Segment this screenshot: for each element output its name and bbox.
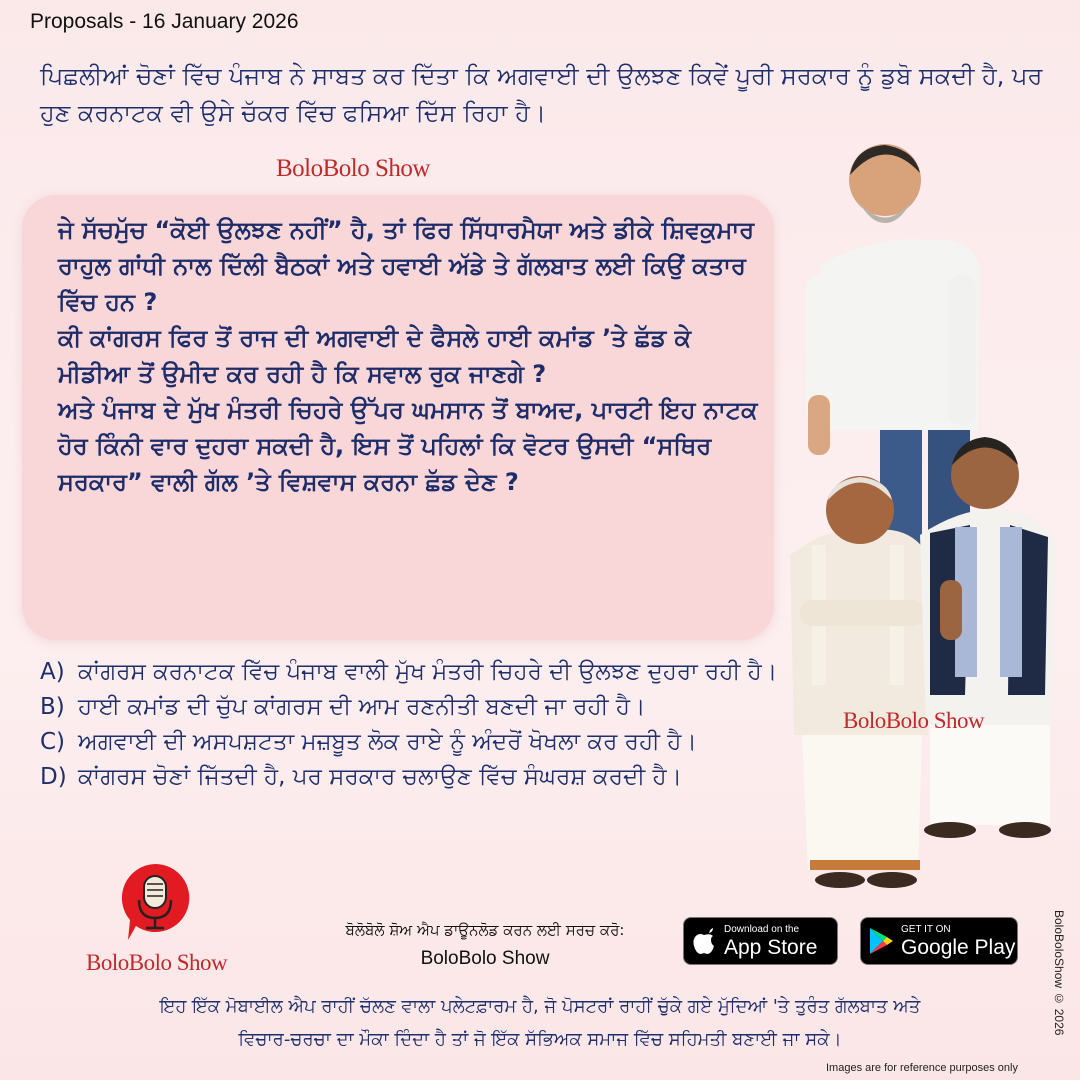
brand-watermark-top: BoloBolo Show (276, 155, 430, 182)
brand-watermark-middle: BoloBolo Show (843, 708, 985, 733)
google-play-label: Google Play (901, 935, 1016, 959)
google-play-icon (861, 927, 901, 955)
download-app-name: BoloBolo Show (420, 948, 550, 969)
politicians-illustration (780, 135, 1060, 895)
page-header: Proposals - 16 January 2026 (30, 10, 299, 33)
footer-line-1: ਇਹ ਇੱਕ ਮੋਬਾਈਲ ਐਪ ਰਾਹੀਂ ਚੱਲਣ ਵਾਲਾ ਪਲੇਟਫ਼ਾਰਮ ਹੈ, ਜੋ ਪੋਸਟਰਾਂ ਰਾਹੀਂ ਚੁੱਕੇ ਗਏ ਮੁੱਦਿਆਂ 'ਤੇ ਤੁਰੰਤ ਗੱਲਬਾਤ ਅਤੇ (159, 996, 921, 1017)
app-store-small-label: Download on the (724, 923, 800, 935)
reference-disclaimer: Images are for reference purposes only (826, 1062, 1018, 1074)
download-search-text: ਬੋਲੋਬੋਲੋ ਸ਼ੋਅ ਐਪ ਡਾਊਨਲੋਡ ਕਰਨ ਲਈ ਸਰਚ ਕਰੋ: (345, 921, 625, 939)
footer-line-2: ਵਿਚਾਰ-ਚਰਚਾ ਦਾ ਮੌਕਾ ਦਿੰਦਾ ਹੈ ਤਾਂ ਜੋ ਇੱਕ ਸੱਭਿਅਕ ਸਮਾਜ ਵਿੱਚ ਸਹਿਮਤੀ ਬਣਾਈ ਜਾ ਸਕੇ। (238, 1029, 842, 1050)
option-d[interactable] (40, 760, 820, 795)
figure-left (790, 476, 930, 888)
copyright-notice: BoloBoloShow © 2026 (1052, 910, 1066, 1036)
option-b[interactable] (40, 690, 820, 725)
intro-text: ਪਿਛਲੀਆਂ ਚੋਣਾਂ ਵਿੱਚ ਪੰਜਾਬ ਨੇ ਸਾਬਤ ਕਰ ਦਿੱਤਾ ਕਿ ਅਗਵਾਈ ਦੀ ਉਲਝਣ ਕਿਵੇਂ ਪੂਰੀ ਸਰਕਾਰ ਨੂੰ ਡੁਬੋ ਸਕਦੀ ਹੈ, ਪਰ ਹੁਣ ਕਰਨਾਟਕ ਵੀ ਉਸੇ ਚੱਕਰ ਵਿੱਚ ਫਸਿਆ ਦਿੱਸ ਰਿਹਾ ਹੈ। (40, 62, 1043, 127)
logo-wordmark: BoloBolo Show (86, 950, 228, 975)
question-line-1: ਜੇ ਸੱਚਮੁੱਚ “ਕੋਈ ਉਲਝਣ ਨਹੀਂ” ਹੈ, ਤਾਂ ਫਿਰ ਸਿੱਧਾਰਮੈਯਾ ਅਤੇ ਡੀਕੇ ਸ਼ਿਵਕੁਮਾਰ ਰਾਹੁਲ ਗਾਂਧੀ ਨਾਲ ਦਿੱਲੀ ਬੈਠਕਾਂ ਅਤੇ ਹਵਾਈ ਅੱਡੇ ਤੇ ਗੱਲਬਾਤ ਲਈ ਕਿਉਂ ਕਤਾਰ ਵਿੱਚ ਹਨ ? (58, 216, 755, 316)
option-letter: C) (40, 729, 66, 755)
google-play-small-label: GET IT ON (901, 923, 951, 935)
google-play-button[interactable] (860, 917, 1018, 965)
option-c[interactable] (40, 725, 820, 760)
apple-icon (684, 927, 724, 955)
option-text: ਕਾਂਗਰਸ ਚੋਣਾਂ ਜਿੱਤਦੀ ਹੈ, ਪਰ ਸਰਕਾਰ ਚਲਾਉਣ ਵਿੱਚ ਸੰਘਰਸ਼ ਕਰਦੀ ਹੈ। (78, 764, 683, 790)
question-text (58, 212, 758, 500)
question-line-2: ਕੀ ਕਾਂਗਰਸ ਫਿਰ ਤੋਂ ਰਾਜ ਦੀ ਅਗਵਾਈ ਦੇ ਫੈਸਲੇ ਹਾਈ ਕਮਾਂਡ ’ਤੇ ਛੱਡ ਕੇ ਮੀਡੀਆ ਤੋਂ ਉਮੀਦ ਕਰ ਰਹੀ ਹੈ ਕਿ ਸਵਾਲ ਰੁਕ ਜਾਣਗੇ ? (58, 324, 691, 388)
question-line-3: ਅਤੇ ਪੰਜਾਬ ਦੇ ਮੁੱਖ ਮੰਤਰੀ ਚਿਹਰੇ ਉੱਪਰ ਘਮਸਾਨ ਤੋਂ ਬਾਅਦ, ਪਾਰਟੀ ਇਹ ਨਾਟਕ ਹੋਰ ਕਿੰਨੀ ਵਾਰ ਦੁਹਰਾ ਸਕਦੀ ਹੈ, ਇਸ ਤੋਂ ਪਹਿਲਾਂ ਕਿ ਵੋਟਰ ਉਸਦੀ “ਸਥਿਰ ਸਰਕਾਰ” ਵਾਲੀ ਗੱਲ ’ਤੇ ਵਿਸ਼ਵਾਸ ਕਰਨਾ ਛੱਡ ਦੇਣ ? (58, 396, 758, 496)
app-store-label: App Store (724, 935, 818, 959)
option-text: ਹਾਈ ਕਮਾਂਡ ਦੀ ਚੁੱਪ ਕਾਂਗਰਸ ਦੀ ਆਮ ਰਣਨੀਤੀ ਬਣਦੀ ਜਾ ਰਹੀ ਹੈ। (78, 694, 646, 720)
option-text: ਅਗਵਾਈ ਦੀ ਅਸਪਸ਼ਟਤਾ ਮਜ਼ਬੂਤ ਲੋਕ ਰਾਏ ਨੂੰ ਅੰਦਰੋਂ ਖੋਖਲਾ ਕਰ ਰਹੀ ਹੈ। (78, 729, 697, 755)
option-a[interactable] (40, 655, 820, 690)
app-store-button[interactable] (683, 917, 838, 965)
answer-options (40, 655, 820, 795)
footer-description (40, 990, 1040, 1056)
option-letter: A) (40, 659, 65, 685)
microphone-logo-icon (118, 862, 192, 942)
option-letter: B) (40, 694, 65, 720)
option-letter: D) (40, 764, 67, 790)
option-text: ਕਾਂਗਰਸ ਕਰਨਾਟਕ ਵਿੱਚ ਪੰਜਾਬ ਵਾਲੀ ਮੁੱਖ ਮੰਤਰੀ ਚਿਹਰੇ ਦੀ ਉਲਝਣ ਦੁਹਰਾ ਰਹੀ ਹੈ। (78, 659, 778, 685)
